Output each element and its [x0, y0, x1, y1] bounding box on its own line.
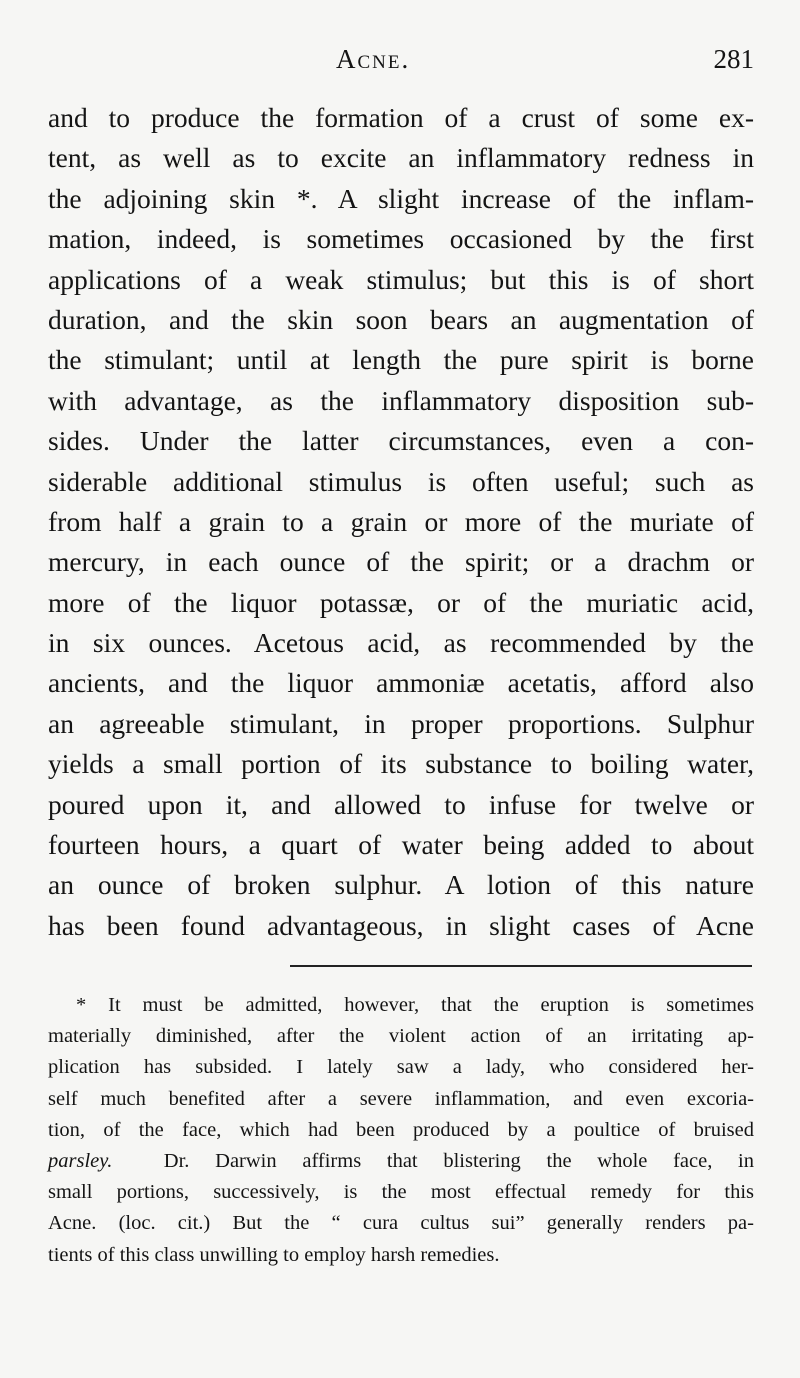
body-line: tent, as well as to excite an inflammatory redness in: [48, 142, 754, 174]
italic-word: parsley.: [48, 1149, 113, 1172]
footnote-line: Acne. (loc. cit.) But the “ cura cultus sui” generally renders pa-: [48, 1212, 754, 1235]
footnote-line-with-italic: [48, 1146, 754, 1177]
running-title: Acne.: [336, 44, 411, 74]
footnote-line: small portions, successively, is the most effectual remedy for this: [48, 1181, 754, 1204]
footnote-line-rest: Dr. Darwin affirms that blistering the whole face, in: [163, 1149, 755, 1172]
body-line: the stimulant; until at length the pure spirit is borne: [48, 344, 754, 376]
body-line: in six ounces. Acetous acid, as recommended by the: [48, 627, 754, 659]
body-line: has been found advantageous, in slight cases of Acne: [48, 909, 754, 941]
page-number: 281: [713, 44, 754, 74]
footnote-line: self much benefited after a severe inflammation, and even excoria-: [48, 1087, 754, 1110]
body-line: ancients, and the liquor ammoniæ acetatis, afford also: [48, 667, 754, 699]
footnote-line: tients of this class unwilling to employ harsh remedies.: [48, 1243, 500, 1266]
footnote: [48, 990, 754, 1271]
footnote-rule: [290, 965, 752, 967]
body-line: yields a small portion of its substance to boiling water,: [48, 748, 754, 780]
footnote-line: materially diminished, after the violent action of an irritating ap-: [48, 1025, 754, 1048]
footnote-line: tion, of the face, which had been produced by a poultice of bruised: [48, 1118, 754, 1141]
body-line: an ounce of broken sulphur. A lotion of this nature: [48, 869, 754, 901]
body-line: poured upon it, and allowed to infuse for twelve or: [48, 788, 754, 820]
body-line: mercury, in each ounce of the spirit; or a drachm or: [48, 546, 754, 578]
body-text: [48, 98, 754, 946]
footnote-line: * It must be admitted, however, that the eruption is sometimes: [76, 994, 754, 1016]
body-line: from half a grain to a grain or more of the muriate of: [48, 505, 754, 537]
body-line: mation, indeed, is sometimes occasioned by the first: [48, 223, 754, 255]
body-line: fourteen hours, a quart of water being added to about: [48, 829, 754, 861]
running-head: [48, 44, 754, 78]
body-line: more of the liquor potassæ, or of the muriatic acid,: [48, 586, 754, 618]
footnote-line: plication has subsided. I lately saw a lady, who considered her-: [48, 1056, 754, 1079]
body-line: with advantage, as the inflammatory disposition sub-: [48, 384, 754, 416]
body-line: and to produce the formation of a crust of some ex-: [48, 102, 754, 133]
body-line: an agreeable stimulant, in proper proportions. Sulphur: [48, 707, 754, 739]
body-line: siderable additional stimulus is often useful; such as: [48, 465, 754, 497]
body-line: sides. Under the latter circumstances, even a con-: [48, 425, 754, 457]
body-line: duration, and the skin soon bears an augmentation of: [48, 303, 754, 335]
body-line: applications of a weak stimulus; but this is of short: [48, 263, 754, 295]
body-line: the adjoining skin *. A slight increase of the inflam-: [48, 182, 754, 214]
